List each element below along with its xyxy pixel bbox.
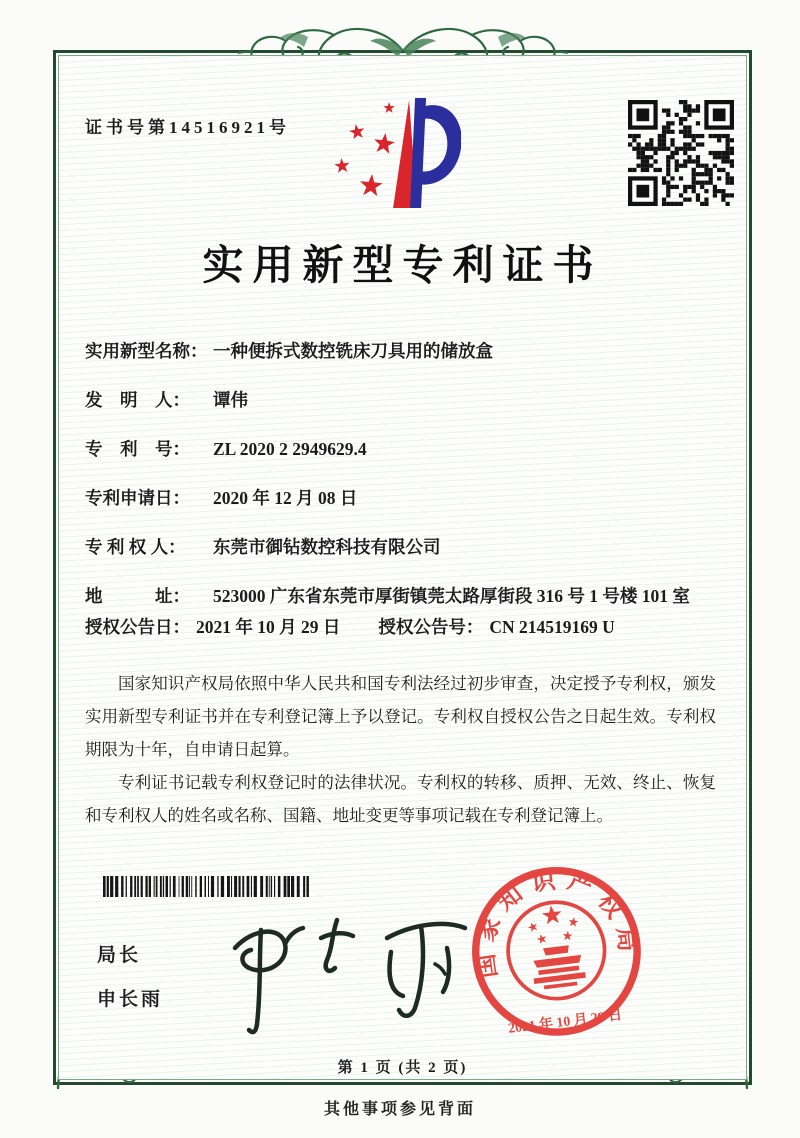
field-value: 2020 年 12 月 08 日: [213, 488, 358, 508]
certificate-paper: [58, 55, 747, 1080]
field-address: [85, 583, 716, 610]
qr-code-icon: [628, 100, 734, 206]
field-value: 谭伟: [213, 390, 248, 410]
field-label: 专利申请日：: [85, 488, 190, 508]
field-label: 授权公告日：: [85, 617, 190, 637]
field-value: CN 214519169 U: [489, 617, 615, 637]
field-value: 一种便拆式数控铣床刀具用的储放盒: [213, 341, 493, 361]
field-utility-model-name: [85, 338, 716, 365]
field-patentee: [85, 534, 716, 561]
field-inventor: [85, 387, 716, 414]
field-patent-number: [85, 436, 716, 463]
field-label: 地 址：: [85, 586, 190, 606]
certificate-number: 证书号第14516921号: [85, 118, 290, 137]
field-label: 发 明 人：: [85, 390, 190, 410]
certificate-title: 实用新型专利证书: [202, 242, 603, 288]
field-value: 2021 年 10 月 29 日: [196, 617, 341, 637]
legal-paragraph-register: 专利证书记载专利权登记时的法律状况。专利权的转移、质押、无效、终止、恢复和专利权人的姓名或名称、国籍、地址变更等事项记载在专利登记簿上。: [85, 773, 716, 825]
national-emblem-icon: [503, 897, 610, 1004]
page-number: 第 1 页 (共 2 页): [337, 1060, 468, 1076]
field-value: ZL 2020 2 2949629.4: [213, 439, 367, 459]
field-value: 523000 广东省东莞市厚街镇莞太路厚街段 316 号 1 号楼 101 室: [213, 586, 690, 606]
field-label: 专 利 号：: [85, 439, 190, 459]
seal-ring-text: 国家知识产权局: [471, 866, 641, 980]
other-matters-note: 其他事项参见背面: [323, 1101, 476, 1118]
field-grant-date: [85, 614, 340, 641]
field-label: 授权公告号：: [378, 617, 484, 637]
certificate-border-frame: [53, 50, 752, 1085]
seal-date: 2021 年 10 月 29 日: [507, 1008, 623, 1037]
commissioner-name: 申长雨: [97, 989, 164, 1010]
field-label: 专 利 权 人：: [85, 537, 186, 557]
commissioner-title: 局长: [97, 945, 142, 966]
field-grant-row: [85, 614, 716, 641]
field-label: 实用新型名称：: [85, 341, 208, 361]
legal-paragraph-grant: 国家知识产权局依照中华人民共和国专利法经过初步审查，决定授予专利权，颁发实用新型专利证书并在专利登记簿上予以登记。专利权自授权公告之日起生效。专利权期限为十年，自申请日起算。: [85, 674, 716, 759]
field-application-date: [85, 485, 716, 512]
legal-text: [85, 667, 716, 832]
field-grant-number: [378, 614, 614, 641]
official-seal-icon: [443, 842, 670, 1069]
field-list: [85, 338, 716, 832]
cnipa-logo-icon: [329, 94, 461, 222]
field-value: 东莞市御钻数控科技有限公司: [213, 537, 441, 557]
